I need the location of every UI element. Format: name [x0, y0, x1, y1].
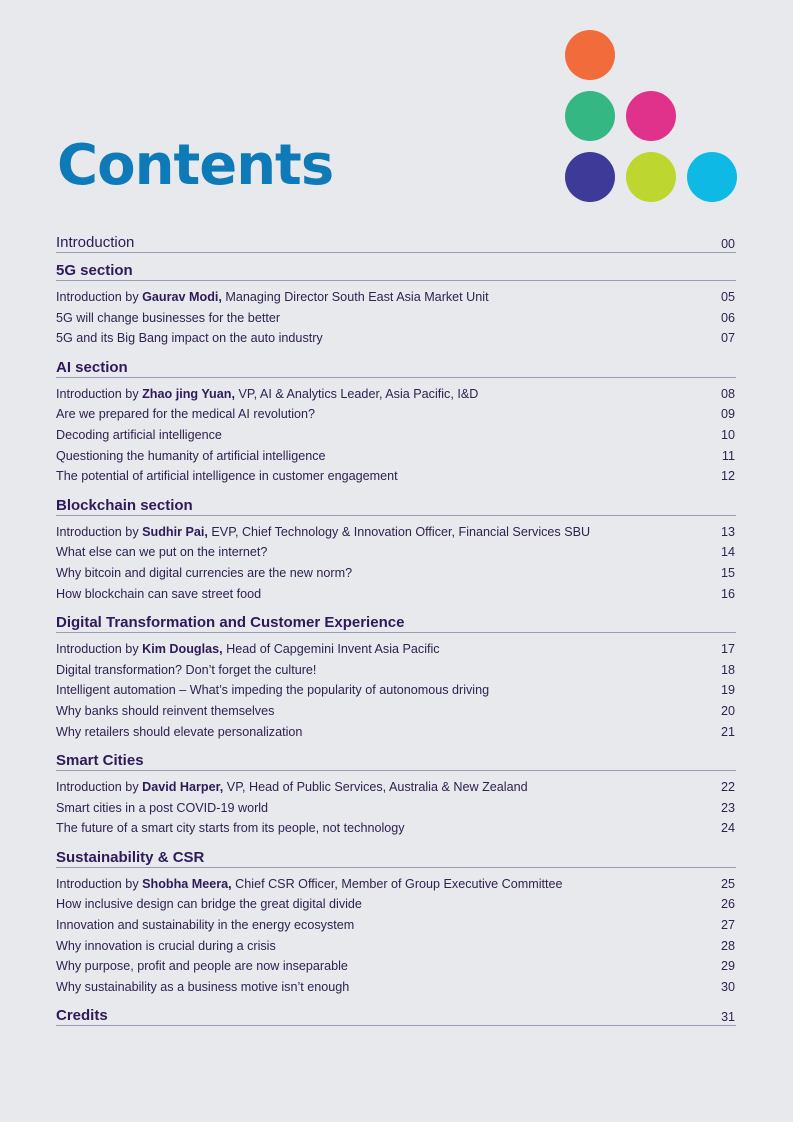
entry-page-number: 10: [720, 427, 735, 442]
entry-text: Questioning the humanity of artificial intelligence: [56, 448, 326, 463]
section-title: Credits: [56, 1007, 108, 1025]
section-title: 5G section: [56, 262, 133, 279]
entry-title: [56, 701, 274, 722]
entry-title: [56, 956, 348, 977]
toc-entry[interactable]: [56, 404, 736, 425]
decorative-dot-magenta: [626, 91, 676, 141]
toc-entry[interactable]: [56, 956, 736, 977]
entry-title: [56, 584, 261, 605]
entry-page-number: 14: [720, 545, 735, 560]
toc-entry[interactable]: [56, 446, 736, 467]
entry-page-number: 12: [720, 469, 735, 484]
entry-title: [56, 818, 405, 839]
entry-title: [56, 466, 398, 487]
entry-title: [56, 328, 323, 349]
entry-title: [56, 722, 302, 743]
entry-page-number: 27: [720, 918, 735, 933]
entry-title: [56, 977, 349, 998]
entry-title: [56, 563, 352, 584]
toc-entry[interactable]: [56, 936, 736, 957]
entry-text: Smart cities in a post COVID-19 world: [56, 800, 269, 815]
entry-page-number: 25: [720, 876, 735, 891]
toc-entry[interactable]: [56, 894, 736, 915]
entry-text: How blockchain can save street food: [56, 586, 262, 601]
entry-text: Are we prepared for the medical AI revolution?: [56, 407, 316, 422]
page-title: Contents: [57, 133, 334, 198]
entry-text: Innovation and sustainability in the energy ecosystem: [56, 918, 355, 933]
author-name: Zhao jing Yuan,: [142, 386, 235, 401]
entry-text: How inclusive design can bridge the great digital divide: [56, 897, 362, 912]
entry-page-number: 11: [721, 448, 735, 463]
toc-entry[interactable]: [56, 522, 736, 543]
toc-entry[interactable]: [56, 977, 736, 998]
entry-prefix: Introduction by: [56, 642, 143, 657]
entry-page-number: 22: [720, 780, 735, 795]
entry-text: What else can we put on the internet?: [56, 545, 268, 560]
entry-title: [56, 446, 326, 467]
toc-entry[interactable]: [56, 328, 736, 349]
entry-title: [56, 936, 276, 957]
entry-page-number: 19: [720, 683, 735, 698]
entry-page-number: 23: [720, 800, 735, 815]
entry-page-number: 06: [720, 310, 735, 325]
toc-entry[interactable]: [56, 425, 736, 446]
author-name: Shobha Meera,: [142, 876, 232, 891]
entry-page-number: 20: [720, 703, 735, 718]
toc-entry[interactable]: [56, 308, 736, 329]
section-title: AI section: [56, 358, 128, 376]
entry-page-number: 29: [720, 959, 735, 974]
section-title: Introduction: [56, 234, 135, 251]
entry-page-number: 13: [720, 524, 735, 539]
toc-entry[interactable]: [56, 563, 736, 584]
entry-title: [56, 542, 267, 563]
toc-section-heading[interactable]: [56, 1001, 736, 1026]
toc-entry[interactable]: [56, 798, 736, 819]
entry-text: Why innovation is crucial during a crisis: [56, 938, 276, 953]
entry-page-number: 28: [720, 938, 735, 953]
entry-text: Managing Director South East Asia Market Unit: [221, 290, 489, 304]
section-title: Sustainability & CSR: [56, 848, 205, 866]
section-page-number: 00: [721, 237, 735, 251]
entry-title: [56, 308, 280, 329]
entry-page-number: 24: [720, 821, 735, 836]
toc-entry[interactable]: [56, 384, 736, 405]
entry-page-number: 08: [720, 386, 735, 401]
entry-text: The potential of artificial intelligence in customer engagement: [56, 469, 398, 484]
entry-title: [56, 798, 268, 819]
entry-title: [56, 660, 316, 681]
entry-text: Chief CSR Officer, Member of Group Executive Committee: [231, 876, 563, 891]
decorative-dot-green: [565, 91, 615, 141]
entry-page-number: 30: [720, 979, 735, 994]
entry-text: VP, Head of Public Services, Australia & New Zealand: [223, 780, 528, 795]
entry-title: [56, 639, 440, 660]
toc-entry[interactable]: [56, 287, 736, 308]
entry-title: [56, 404, 315, 425]
table-of-contents: [56, 228, 736, 1029]
entry-text: Why bitcoin and digital currencies are the new norm?: [56, 565, 353, 580]
entry-page-number: 18: [720, 662, 735, 677]
entry-page-number: 21: [720, 724, 735, 739]
toc-entry[interactable]: [56, 584, 736, 605]
entry-page-number: 15: [720, 565, 735, 580]
decorative-dot-orange: [565, 30, 615, 80]
entry-title: [56, 894, 362, 915]
toc-section-heading[interactable]: [56, 608, 736, 633]
toc-entry[interactable]: [56, 660, 736, 681]
toc-entry[interactable]: [56, 915, 736, 936]
toc-entry[interactable]: [56, 777, 736, 798]
author-name: Sudhir Pai,: [142, 524, 208, 539]
entry-title: [56, 680, 489, 701]
author-name: Gaurav Modi,: [142, 290, 222, 304]
entry-title: [56, 777, 528, 798]
entry-text: VP, AI & Analytics Leader, Asia Pacific, I&D: [234, 386, 479, 401]
toc-section-heading[interactable]: [56, 256, 736, 281]
toc-entry[interactable]: [56, 701, 736, 722]
entry-page-number: 26: [720, 897, 735, 912]
entry-text: The future of a smart city starts from its people, not technology: [56, 821, 405, 836]
author-name: David Harper,: [142, 780, 224, 795]
decorative-dot-indigo: [565, 152, 615, 202]
entry-title: [56, 522, 590, 543]
entry-text: 5G and its Big Bang impact on the auto industry: [56, 331, 323, 346]
toc-entry[interactable]: [56, 542, 736, 563]
toc-entry[interactable]: [56, 818, 736, 839]
entry-text: 5G will change businesses for the better: [56, 310, 281, 325]
entry-prefix: Introduction by: [56, 386, 143, 401]
entry-title: [56, 425, 222, 446]
toc-entry[interactable]: [56, 722, 736, 743]
entry-prefix: Introduction by: [56, 524, 143, 539]
toc-section-heading[interactable]: [56, 353, 736, 378]
section-title: Blockchain section: [56, 496, 193, 514]
toc-entry[interactable]: [56, 874, 736, 895]
entry-page-number: 09: [720, 407, 735, 422]
entry-title: [56, 287, 489, 308]
entry-text: Digital transformation? Don’t forget the culture!: [56, 662, 317, 677]
entry-text: Intelligent automation – What’s impeding the popularity of autonomous driving: [56, 683, 490, 698]
entry-page-number: 16: [720, 586, 735, 601]
toc-entry[interactable]: [56, 466, 736, 487]
entry-title: [56, 384, 478, 405]
entry-text: Decoding artificial intelligence: [56, 427, 222, 442]
entry-prefix: Introduction by: [56, 780, 143, 795]
toc-section-heading[interactable]: [56, 746, 736, 771]
section-title: Smart Cities: [56, 752, 144, 770]
entry-title: [56, 874, 563, 895]
entry-page-number: 05: [720, 290, 735, 304]
toc-entry[interactable]: [56, 639, 736, 660]
section-title: Digital Transformation and Customer Experience: [56, 614, 405, 632]
toc-section-heading[interactable]: [56, 228, 736, 253]
author-name: Kim Douglas,: [142, 642, 223, 657]
entry-text: Why purpose, profit and people are now inseparable: [56, 959, 348, 974]
entry-prefix: Introduction by: [56, 290, 143, 304]
entry-text: Why retailers should elevate personalization: [56, 724, 303, 739]
decorative-dot-cyan: [687, 152, 737, 202]
section-page-number: 31: [721, 1010, 735, 1025]
entry-text: Why sustainability as a business motive isn’t enough: [56, 979, 350, 994]
entry-text: Head of Capgemini Invent Asia Pacific: [222, 642, 440, 657]
entry-title: [56, 915, 354, 936]
entry-page-number: 17: [720, 642, 735, 657]
toc-section-heading[interactable]: [56, 491, 736, 516]
entry-page-number: 07: [720, 331, 735, 346]
toc-entry[interactable]: [56, 680, 736, 701]
entry-prefix: Introduction by: [56, 876, 143, 891]
entry-text: Why banks should reinvent themselves: [56, 703, 275, 718]
decorative-dot-lime: [626, 152, 676, 202]
toc-section-heading[interactable]: [56, 843, 736, 868]
entry-text: EVP, Chief Technology & Innovation Officer, Financial Services SBU: [207, 524, 591, 539]
